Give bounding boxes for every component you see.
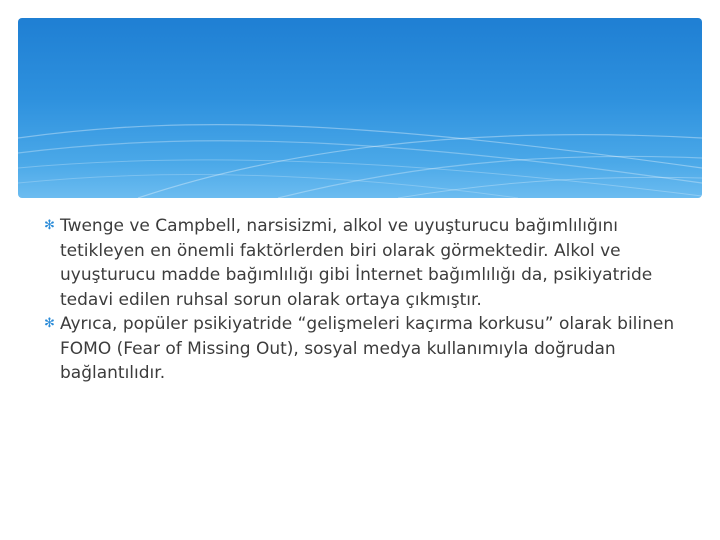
header-wave-decoration	[18, 18, 702, 198]
bullet-list	[44, 214, 684, 386]
list-item	[44, 312, 684, 386]
slide-body	[44, 214, 684, 386]
asterisk-bullet-icon: ✻	[44, 218, 55, 233]
bullet-text: Ayrıca, popüler psikiyatride “gelişmeleri kaçırma korkusu” olarak bilinen FOMO (Fear of Missing Out), sosyal medya kullanımıyla doğrudan bağlantılıdır.	[60, 314, 675, 383]
slide-header-band	[18, 18, 702, 198]
asterisk-bullet-icon: ✻	[44, 316, 55, 331]
list-item	[44, 214, 684, 312]
bullet-text: Twenge ve Campbell, narsisizmi, alkol ve uyuşturucu bağımlılığını tetikleyen en önemli faktörlerden biri olarak görmektedir. Alkol ve uyuşturucu madde bağımlılığı gibi İnternet bağımlılığı da, psikiyatride tedavi edilen ruhsal sorun olarak ortaya çıkmıştır.	[60, 216, 653, 310]
